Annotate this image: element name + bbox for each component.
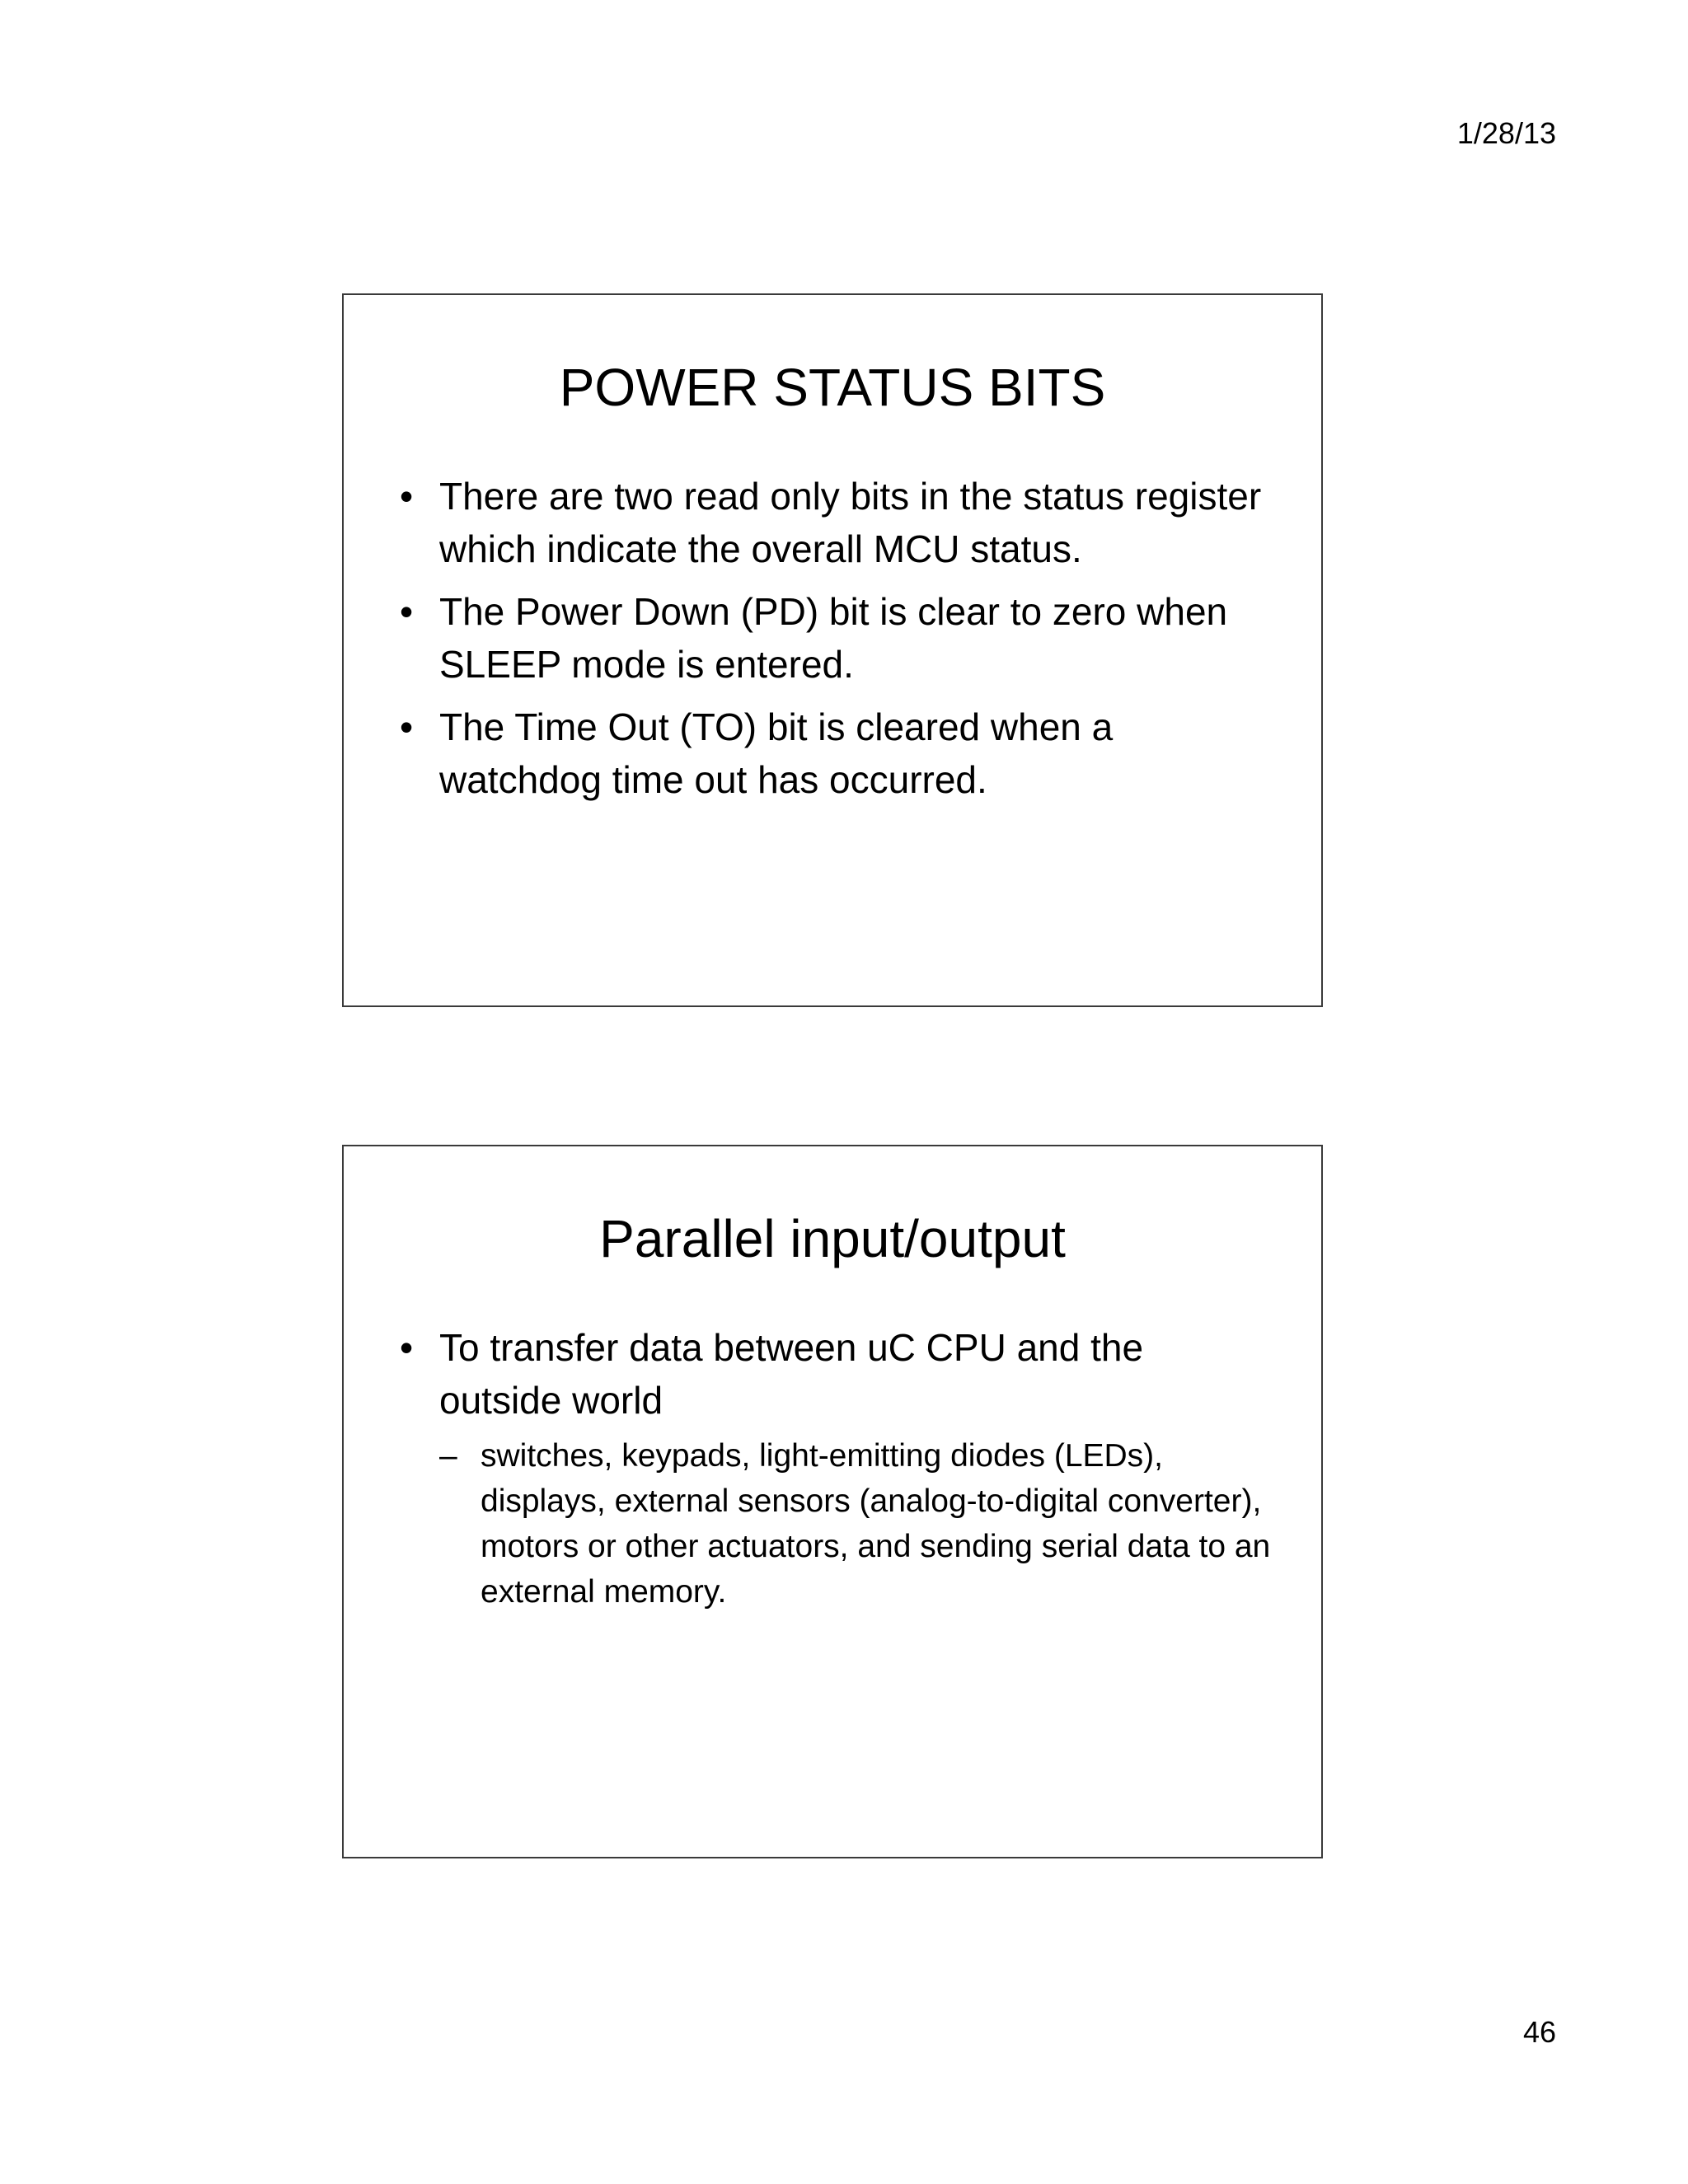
sub-bullet-list [439, 1433, 1272, 1615]
bullet-text: There are two read only bits in the status register which indicate the overall MCU status. [439, 475, 1262, 570]
page-date: 1/28/13 [1456, 116, 1556, 150]
bullet-icon: • [400, 1326, 414, 1369]
bullet-item [398, 1321, 1272, 1615]
bullet-icon: • [400, 475, 414, 518]
bullet-text: The Power Down (PD) bit is clear to zero when SLEEP mode is entered. [439, 590, 1228, 686]
slide-title: POWER STATUS BITS [559, 358, 1106, 417]
bullet-item [398, 585, 1272, 691]
bullet-text: The Time Out (TO) bit is cleared when a watchdog time out has occurred. [439, 705, 1114, 801]
bullet-icon: • [400, 705, 414, 748]
page-number: 46 [1522, 2015, 1556, 2049]
bullet-list [398, 1321, 1272, 1624]
bullet-item [398, 701, 1272, 806]
slide-title: Parallel input/output [599, 1209, 1066, 1268]
dash-icon: – [439, 1438, 457, 1474]
bullet-text: To transfer data between uC CPU and the outside world [439, 1326, 1144, 1422]
bullet-icon: • [400, 590, 414, 633]
bullet-item [398, 470, 1272, 575]
slide-power-status-bits [342, 293, 1323, 1007]
bullet-list [398, 470, 1272, 816]
sub-bullet-item [439, 1433, 1272, 1615]
sub-bullet-text: switches, keypads, light-emitting diodes (LEDs), displays, external sensors (analog-to-digital converter), motors or other actuators, and sending serial data to an external memory. [481, 1438, 1271, 1610]
slide-parallel-io [342, 1145, 1323, 1858]
